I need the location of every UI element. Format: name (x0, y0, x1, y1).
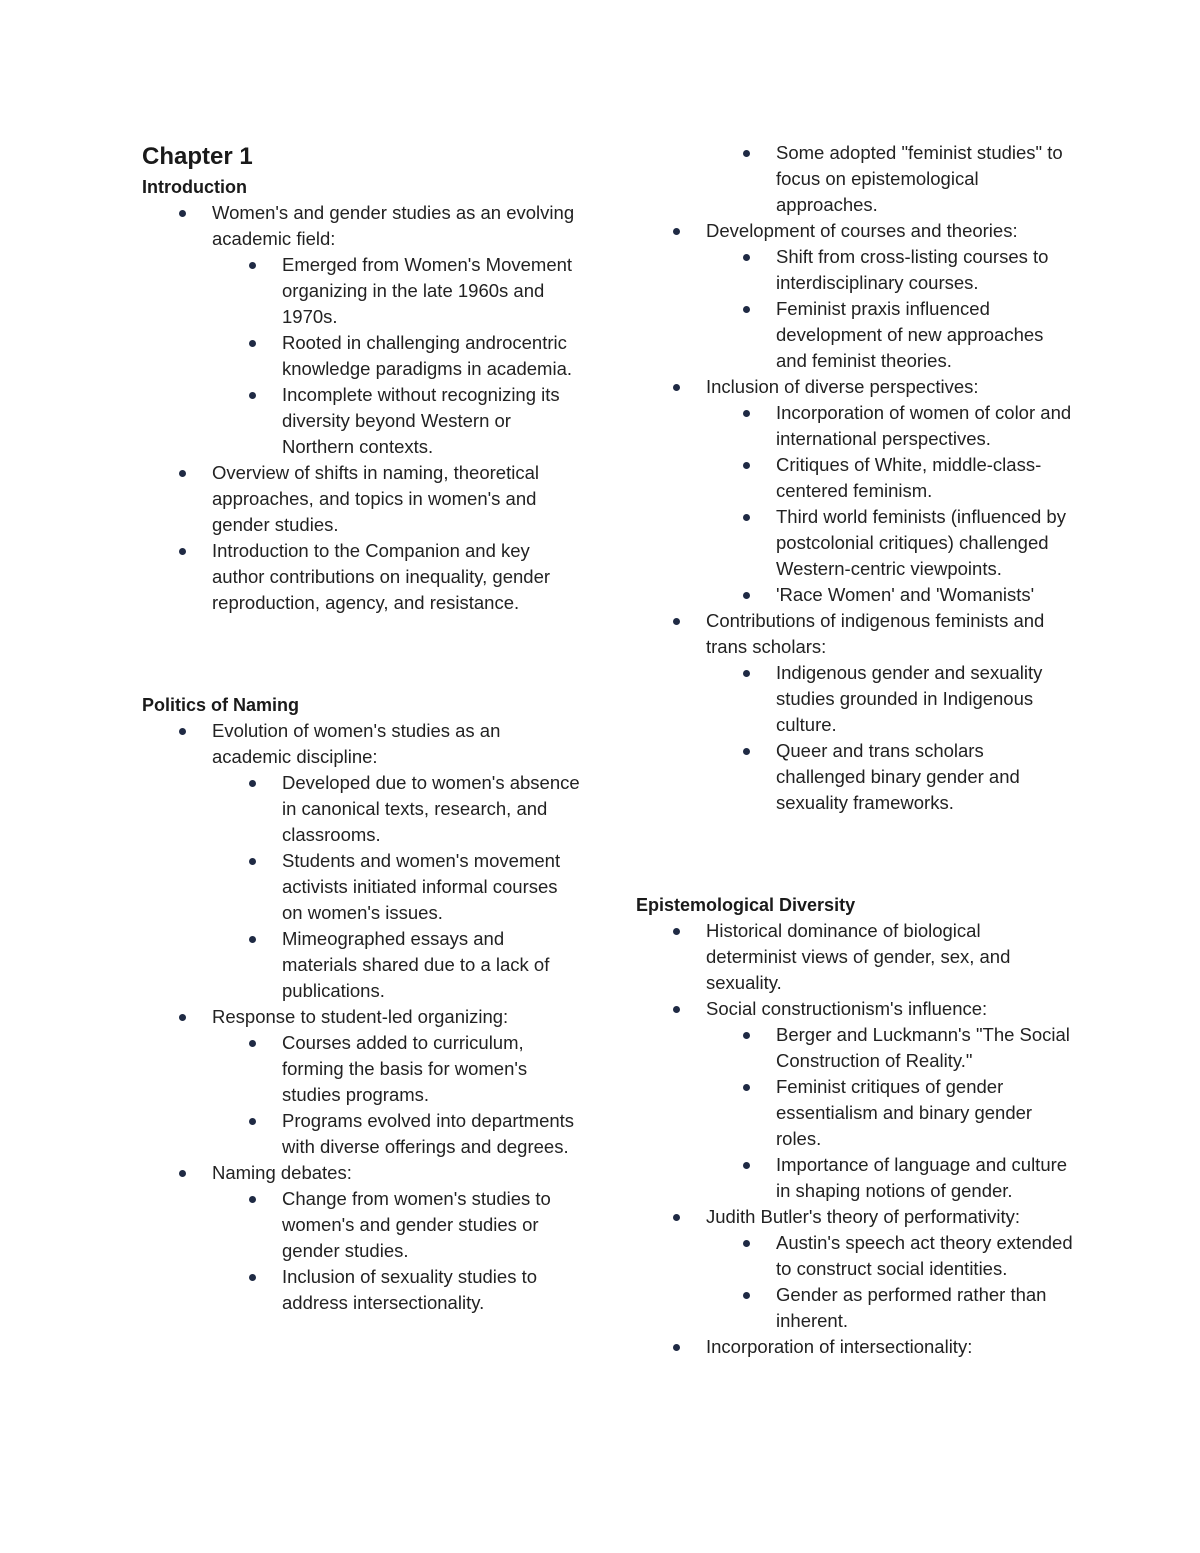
sub-list-item (706, 140, 1076, 218)
bullet-icon (249, 858, 256, 865)
sub-list-item-text: Rooted in challenging androcentric knowledge paradigms in academia. (282, 332, 573, 379)
bullet-icon (249, 262, 256, 269)
bullet-icon (743, 1162, 750, 1169)
bullet-icon (743, 1292, 750, 1299)
sub-list-item (706, 738, 1076, 816)
bullet-icon (673, 928, 680, 935)
sub-list-item-text: Emerged from Women's Movement organizing in the late 1960s and 1970s. (282, 254, 573, 327)
list-item (142, 200, 582, 460)
bullet-icon (743, 306, 750, 313)
sub-list-item (706, 582, 1076, 608)
list-item-text: Incorporation of intersectionality: (706, 1336, 973, 1357)
list-item-text: Women's and gender studies as an evolving academic field: (212, 202, 575, 249)
sub-list-item-text: Berger and Luckmann's "The Social Construction of Reality." (776, 1024, 1070, 1071)
sub-list-item (706, 1282, 1076, 1334)
sub-list (212, 770, 582, 1004)
continued-section (636, 140, 1076, 816)
list-item (142, 1160, 582, 1316)
bullet-icon (249, 1274, 256, 1281)
list-item (636, 374, 1076, 608)
politics-of-naming-list (142, 718, 582, 1316)
sub-list-item-text: Importance of language and culture in shaping notions of gender. (776, 1154, 1068, 1201)
bullet-icon (673, 618, 680, 625)
bullet-icon (179, 548, 186, 555)
bullet-icon (743, 150, 750, 157)
bullet-icon (673, 384, 680, 391)
chapter-title: Chapter 1 (142, 143, 253, 170)
sub-list-item (706, 296, 1076, 374)
epistemological-diversity-list (636, 918, 1076, 1360)
list-item (636, 996, 1076, 1204)
sub-list-item-text: 'Race Women' and 'Womanists' (776, 584, 1035, 605)
sub-list-item-text: Incorporation of women of color and international perspectives. (776, 402, 1072, 449)
bullet-icon (249, 392, 256, 399)
sub-list-item (706, 452, 1076, 504)
sub-list-item-text: Feminist critiques of gender essentialism and binary gender roles. (776, 1076, 1033, 1149)
sub-list-item-text: Inclusion of sexuality studies to address intersectionality. (282, 1266, 538, 1313)
list-item-text: Inclusion of diverse perspectives: (706, 376, 979, 397)
list-item-text: Introduction to the Companion and key author contributions on inequality, gender reproduction, agency, and resistance. (212, 540, 551, 613)
sub-list-item (212, 1186, 582, 1264)
bullet-icon (743, 462, 750, 469)
section-heading-epistemological-diversity: Epistemological Diversity (636, 895, 856, 915)
bullet-icon (743, 748, 750, 755)
sub-list-item (706, 1152, 1076, 1204)
bullet-icon (743, 1240, 750, 1247)
list-item-text: Development of courses and theories: (706, 220, 1018, 241)
introduction-list (142, 200, 582, 616)
bullet-icon (249, 936, 256, 943)
sub-list-item-text: Critiques of White, middle-class-centered feminism. (776, 454, 1042, 501)
sub-list-item (706, 1022, 1076, 1074)
sub-list-item-text: Courses added to curriculum, forming the basis for women's studies programs. (282, 1032, 528, 1105)
sub-list-item (706, 1230, 1076, 1282)
list-item (142, 460, 582, 538)
sub-list-item-text: Indigenous gender and sexuality studies grounded in Indigenous culture. (776, 662, 1043, 735)
sub-list (706, 244, 1076, 374)
list-item-text: Naming debates: (212, 1162, 352, 1183)
epistemological-diversity-section (636, 892, 1076, 1360)
sub-list-item (212, 848, 582, 926)
sub-list-item (212, 330, 582, 382)
list-item-text: Contributions of indigenous feminists and trans scholars: (706, 610, 1045, 657)
sub-list-item-text: Gender as performed rather than inherent. (776, 1284, 1047, 1331)
list-item-text: Judith Butler's theory of performativity: (706, 1206, 1021, 1227)
sub-list (212, 252, 582, 460)
sub-list-item-text: Incomplete without recognizing its diversity beyond Western or Northern contexts. (282, 384, 560, 457)
sub-list-item-text: Queer and trans scholars challenged binary gender and sexuality frameworks. (776, 740, 1020, 813)
section-heading-politics-of-naming: Politics of Naming (142, 695, 300, 715)
sub-list (706, 660, 1076, 816)
sub-list-item-text: Developed due to women's absence in canonical texts, research, and classrooms. (282, 772, 580, 845)
list-item (636, 608, 1076, 816)
sub-list-item (212, 252, 582, 330)
sub-list-item-text: Programs evolved into departments with diverse offerings and degrees. (282, 1110, 575, 1157)
bullet-icon (673, 228, 680, 235)
sub-list-item (212, 1108, 582, 1160)
bullet-icon (179, 1014, 186, 1021)
bullet-icon (743, 670, 750, 677)
bullet-icon (249, 1118, 256, 1125)
list-item-text: Evolution of women's studies as an academic discipline: (212, 720, 501, 767)
list-item (636, 1334, 1076, 1360)
list-item (636, 218, 1076, 374)
sub-list-item (212, 1264, 582, 1316)
sub-list-item-text: Some adopted "feminist studies" to focus on epistemological approaches. (776, 142, 1063, 215)
bullet-icon (673, 1214, 680, 1221)
sub-list-item (212, 1030, 582, 1108)
sub-list-item-text: Shift from cross-listing courses to interdisciplinary courses. (776, 246, 1049, 293)
carry-over-item (636, 140, 1076, 218)
list-item (142, 718, 582, 1004)
sub-list-item (706, 244, 1076, 296)
sub-list-item-text: Third world feminists (influenced by postcolonial critiques) challenged Western-centric viewpoints. (776, 506, 1066, 579)
bullet-icon (249, 1040, 256, 1047)
sub-list-item (706, 504, 1076, 582)
sub-list (706, 400, 1076, 608)
sub-list-item-text: Feminist praxis influenced development of new approaches and feminist theories. (776, 298, 1044, 371)
politics-of-naming-section (142, 692, 582, 1316)
list-item-text: Overview of shifts in naming, theoretical approaches, and topics in women's and gender studies. (212, 462, 539, 535)
sub-list-item (706, 660, 1076, 738)
bullet-icon (743, 514, 750, 521)
sub-list-item (706, 400, 1076, 452)
sub-list (212, 1186, 582, 1316)
bullet-icon (179, 470, 186, 477)
introduction-section (142, 174, 582, 616)
sub-list (706, 1022, 1076, 1204)
sub-list-item (212, 770, 582, 848)
list-item (636, 918, 1076, 996)
sub-list (706, 1230, 1076, 1334)
bullet-icon (179, 728, 186, 735)
bullet-icon (249, 340, 256, 347)
sub-list-item-text: Change from women's studies to women's and gender studies or gender studies. (282, 1188, 551, 1261)
list-item-text: Historical dominance of biological determinist views of gender, sex, and sexuality. (706, 920, 1011, 993)
bullet-icon (743, 254, 750, 261)
list-item (636, 1204, 1076, 1334)
list-item (142, 1004, 582, 1160)
list-item-text: Response to student-led organizing: (212, 1006, 509, 1027)
sub-list (706, 140, 1076, 218)
bullet-icon (249, 780, 256, 787)
list-item (142, 538, 582, 616)
bullet-icon (743, 410, 750, 417)
bullet-icon (673, 1006, 680, 1013)
sub-list-item (212, 926, 582, 1004)
list-item-text: Social constructionism's influence: (706, 998, 988, 1019)
sub-list-item-text: Students and women's movement activists initiated informal courses on women's issues. (282, 850, 561, 923)
bullet-icon (249, 1196, 256, 1203)
sub-list (212, 1030, 582, 1160)
section-heading-introduction: Introduction (142, 177, 247, 197)
sub-list-item-text: Austin's speech act theory extended to construct social identities. (776, 1232, 1073, 1279)
sub-list-item-text: Mimeographed essays and materials shared due to a lack of publications. (282, 928, 550, 1001)
bullet-icon (743, 1032, 750, 1039)
continued-list (636, 140, 1076, 816)
sub-list-item (212, 382, 582, 460)
bullet-icon (673, 1344, 680, 1351)
sub-list-item (706, 1074, 1076, 1152)
bullet-icon (743, 592, 750, 599)
bullet-icon (179, 210, 186, 217)
bullet-icon (179, 1170, 186, 1177)
bullet-icon (743, 1084, 750, 1091)
